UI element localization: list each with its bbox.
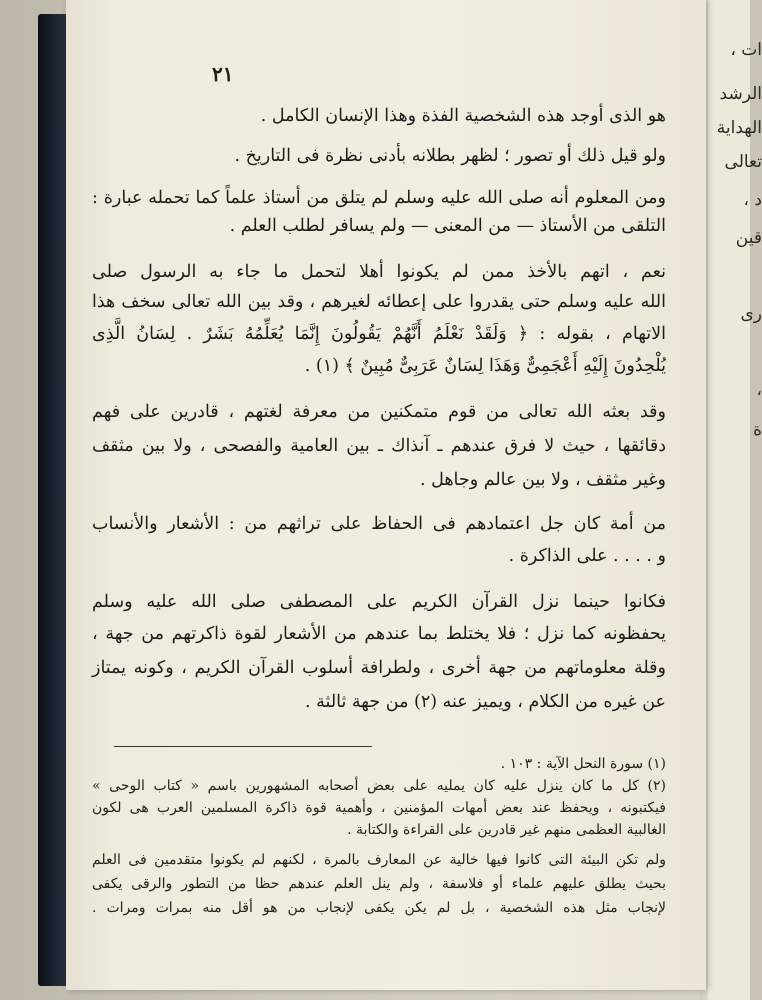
- footnote-line: (١) سورة النحل الآية : ١٠٣ .: [500, 756, 666, 772]
- footnote-line: بحيث يطلق عليهم علماء أو فلاسفة ، ولم ينل العلم عندهم حظا من التطور والرقى يكفى: [92, 876, 666, 892]
- next-page-fragment: ة: [753, 420, 762, 440]
- body-line: التلقى من الأستاذ — من المعنى — ولم يسافر لطلب العلم .: [229, 216, 666, 236]
- footnote-line: ولم تكن البيئة التى كانوا فيها خالية عن المعارف بالمرة ، لكنهم لم يكونوا متقدمين فى العلم: [92, 852, 666, 868]
- footnote-separator: [114, 746, 372, 747]
- body-line: و . . . . على الذاكرة .: [508, 546, 666, 566]
- body-line: فكانوا حينما نزل القرآن الكريم على المصطفى صلى الله عليه وسلم: [92, 592, 666, 612]
- next-page: [708, 0, 762, 1000]
- body-line: نعم ، اتهم بالأخذ ممن لم يكونوا أهلا لتحمل ما جاء به الرسول صلى: [92, 262, 666, 282]
- next-page-fragment: تعالى: [724, 152, 762, 172]
- body-line: الله عليه وسلم حتى يقدروا على إعطائه لغيرهم ، وقد بين الله تعالى سخف هذا: [92, 292, 666, 312]
- body-line: عن غيره من الكلام ، ويميز عنه (٢) من جهة ثالثة .: [305, 692, 666, 712]
- next-page-fragment: الهداية: [716, 118, 762, 138]
- book-page: [66, 0, 706, 990]
- body-line: وقلة معلوماتهم من جهة أخرى ، ولطرافة أسلوب القرآن الكريم ، وكونه يمتاز: [92, 658, 666, 678]
- next-page-fragment: د ،: [743, 190, 762, 210]
- body-line: وقد بعثه الله تعالى من قوم متمكنين من معرفة لغتهم ، قادرين على فهم: [92, 402, 666, 422]
- body-line: ومن المعلوم أنه صلى الله عليه وسلم لم يتلق من أستاذ علماً كما تحمله عبارة :: [92, 188, 666, 208]
- footnote-line: فيكتبونه ، ويحفظ عند بعض أمهات المؤمنين ، وأهمية قوة ذاكرة المسلمين العرب هى لكون: [92, 800, 666, 816]
- body-line: الاتهام ، بقوله : ﴿ وَلَقَدْ نَعْلَمُ أَنَّهُمْ يَقُولُونَ إِنَّمَا يُعَلِّمُهُ بَشَرٌ . لِسَانُ الَّذِى: [92, 324, 666, 344]
- page-text: [66, 0, 706, 990]
- page-number: ٢١: [212, 62, 234, 86]
- next-page-fragment: رى: [740, 304, 762, 324]
- body-line: وغير مثقف ، ولا بين عالم وجاهل .: [419, 470, 666, 490]
- body-line: دقائقها ، حيث لا فرق عندهم ـ آنذاك ـ بين العامية والفصحى ، ولا بين مثقف: [92, 436, 666, 456]
- footnote-line: لإنجاب مثل هذه الشخصية ، بل لم يكن يكفى لإنجاب من هو أقل منه بمرات ومرات .: [92, 900, 666, 916]
- next-page-fragment: ات ،: [730, 40, 762, 60]
- body-line: ولو قيل ذلك أو تصور ؛ لظهر بطلانه بأدنى نظرة فى التاريخ .: [234, 146, 666, 166]
- body-line: من أمة كان جل اعتمادهم فى الحفاظ على تراثهم من : الأشعار والأنساب: [92, 514, 666, 534]
- next-page-fragment: ،: [756, 380, 762, 400]
- footnote-line: (٢) كل ما كان ينزل عليه كان يمليه على بعض أصحابه المشهورين باسم « كتاب الوحى »: [92, 778, 666, 794]
- body-line: هو الذى أوجد هذه الشخصية الفذة وهذا الإنسان الكامل .: [260, 106, 666, 126]
- next-page-fragment: قين: [735, 228, 762, 248]
- body-line: يحفظونه كما نزل ؛ فلا يختلط بما عندهم من الأشعار لقوة ذاكرتهم من جهة ،: [92, 624, 666, 644]
- footnote-line: الغالبية العظمى منهم غير قادرين على القراءة والكتابة .: [347, 822, 666, 838]
- body-line: يُلْحِدُونَ إِلَيْهِ أَعْجَمِىٌّ وَهَذَا لِسَانٌ عَرَبِىٌّ مُبِينٌ ﴾ (١) .: [304, 356, 666, 376]
- next-page-fragment: الرشد: [719, 84, 762, 104]
